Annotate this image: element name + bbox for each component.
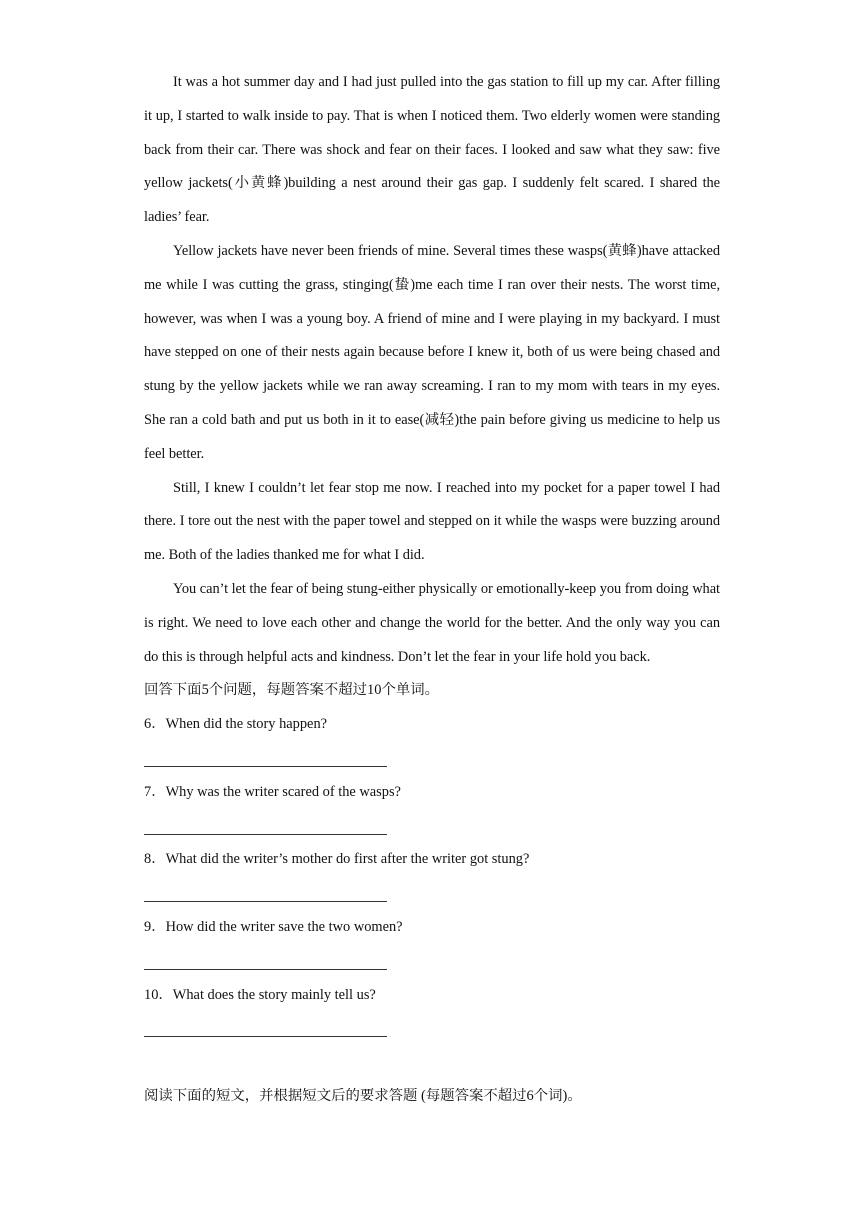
answer-line-10[interactable]	[144, 1012, 720, 1046]
document-content	[144, 66, 720, 1114]
questions-instruction: 回答下面5个问题，每题答案不超过10个单词。	[144, 682, 440, 699]
passage-paragraph-1: It was a hot summer day and I had just pulled into the gas station to fill up my car. After filling it up, I started to walk inside to pay. That is when I noticed them. Two elderly women were standing back from their car. There was shock and fear on their faces. I looked and saw what they saw: five yellow jackets(小黄蜂)building a nest around their gas gap. I suddenly felt scared. I shared the ladies’ fear.	[144, 74, 720, 226]
answer-line-8[interactable]	[144, 877, 720, 911]
answer-rule	[144, 1036, 387, 1037]
passage-paragraph-2: Yellow jackets have never been friends of mine. Several times these wasps(黄蜂)have attacked me while I was cutting the grass, stinging(蛰)me each time I ran over their nests. The worst time, however, was when I was a young boy. A friend of mine and I were playing in my backyard. I must have stepped on one of their nests again because before I knew it, both of us were being chased and stung by the yellow jackets while we ran away screaming. I ran to my mom with tears in my eyes. She ran a cold bath and put us both in it to ease(减轻)the pain before giving us medicine to help us feel better.	[144, 242, 720, 462]
answer-line-9[interactable]	[144, 945, 720, 979]
answer-line-6[interactable]	[144, 742, 720, 776]
next-section-instruction: 阅读下面的短文，并根据短文后的要求答题 (每题答案不超过6个词)。	[144, 1087, 582, 1104]
answer-rule	[144, 969, 387, 970]
section-gap	[144, 1046, 720, 1080]
passage-paragraph-3: Still, I knew I couldn’t let fear stop me now. I reached into my pocket for a paper towel I had there. I tore out the nest with the paper towel and stepped on it while the wasps were buzzing around me. Both of the ladies thanked me for what I did.	[144, 479, 720, 564]
question-7: 7．Why was the writer scared of the wasps?	[144, 783, 401, 800]
question-6: 6．When did the story happen?	[144, 716, 328, 733]
answer-rule	[144, 901, 387, 902]
answer-line-7[interactable]	[144, 810, 720, 844]
question-9: 9．How did the writer save the two women?	[144, 918, 403, 935]
passage-paragraph-4: You can’t let the fear of being stung-either physically or emotionally-keep you from doing what is right. We need to love each other and change the world for the better. And the only way you can do this is through helpful acts and kindness. Don’t let the fear in your life hold you back.	[144, 580, 720, 665]
answer-rule	[144, 766, 387, 767]
question-10: 10．What does the story mainly tell us?	[144, 986, 376, 1003]
answer-rule	[144, 834, 387, 835]
question-8: 8．What did the writer’s mother do first after the writer got stung?	[144, 851, 530, 868]
